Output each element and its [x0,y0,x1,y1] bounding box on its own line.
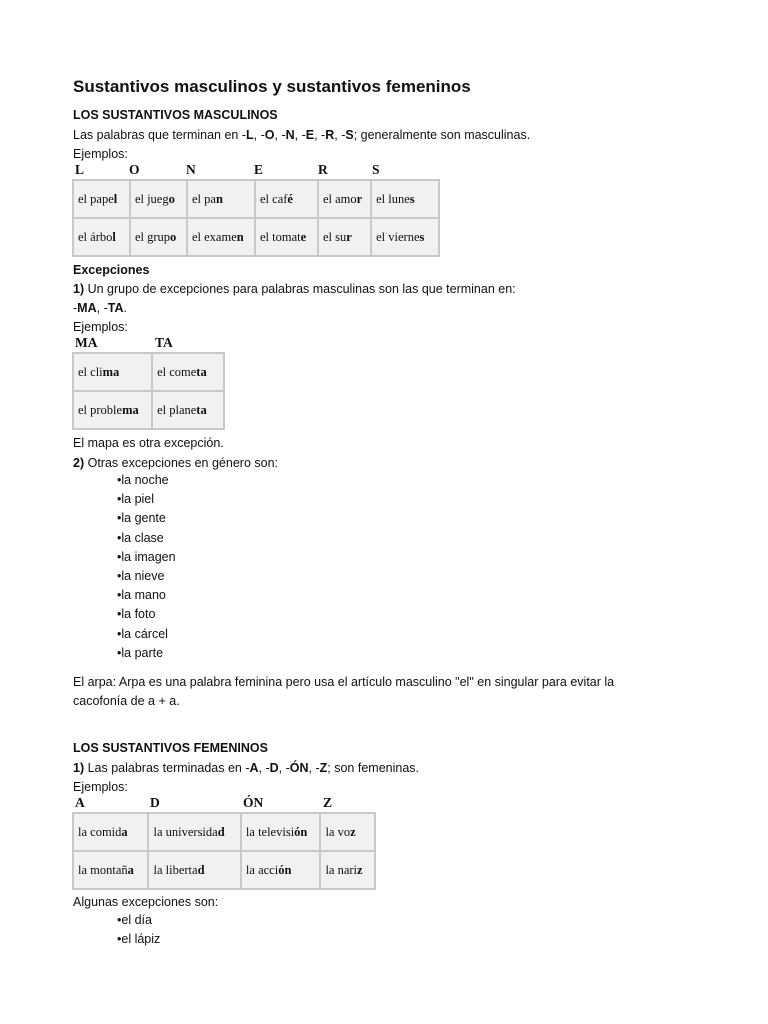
masc-examples-table [72,179,440,257]
fem-intro: 1) Las palabras terminadas en -A, -D, -ÓN, -Z; son femeninas. [73,761,419,775]
exception-1-text: 1) Un grupo de excepciones para palabras masculinas son las que terminan en: [73,282,516,296]
masc-col-header-l: L [75,162,85,177]
table-cell: el lunes [371,180,439,218]
page-title: Sustantivos masculinos y sustantivos femeninos [73,77,471,96]
table-cell: el sur [318,218,371,256]
arpa-note-line-2: cacofonía de a + a. [73,694,180,708]
list-item: •la parte [117,645,164,660]
table-cell: el pan [187,180,255,218]
table-cell: la universidad [148,813,240,851]
masc-col-header-n: N [186,162,196,177]
masc-col-header-r: R [318,162,328,177]
list-item: •la cárcel [117,626,168,641]
exception-1-endings: -MA, -TA. [73,301,127,315]
list-item: •la noche [117,473,169,487]
table-cell: el tomate [255,218,318,256]
table-cell: el clima [73,353,152,391]
masc-col-header-e: E [254,162,264,177]
table-cell: el planeta [152,391,224,429]
table-cell: el problema [73,391,152,429]
feminine-exceptions-list [117,473,176,665]
masc-col-header-s: S [372,162,380,177]
table-cell: el examen [187,218,255,256]
masc-col-header-o: O [129,162,140,177]
table-cell: el cometa [152,353,224,391]
table-cell: la acción [241,851,321,889]
masc-ejemplos-label: Ejemplos: [73,147,128,161]
fem-ejemplos-label: Ejemplos: [73,780,128,794]
mapa-note: El mapa es otra excepción. [73,436,224,450]
col-header-ta: TA [155,335,173,350]
table-cell: el café [255,180,318,218]
list-item: •la mano [117,588,166,603]
masc-intro: Las palabras que terminan en -L, -O, -N, -E, -R, -S; generalmente son masculinas. [73,128,531,142]
fem-heading: LOS SUSTANTIVOS FEMENINOS [73,741,268,755]
list-item: •la piel [117,492,155,507]
list-item: •el día [117,913,152,927]
table-cell: el árbol [73,218,130,256]
table-cell: la voz [320,813,375,851]
list-item: •la gente [117,511,166,526]
table-cell: la nariz [320,851,375,889]
fem-col-header-d: D [150,795,160,810]
algunas-excepciones-label: Algunas excepciones son: [73,895,219,909]
list-item: •el lápiz [117,932,161,947]
col-header-ma: MA [75,335,98,350]
arpa-note-line-1: El arpa: Arpa es una palabra feminina pero usa el artículo masculino "el" en singular para evitar la [73,675,615,689]
table-cell: el grupo [130,218,187,256]
list-item: •la clase [117,530,164,545]
excepciones-heading: Excepciones [73,263,150,277]
table-cell: la televisión [241,813,321,851]
list-item: •la foto [117,607,156,622]
masculine-exceptions-list [117,913,160,951]
table-cell: el amor [318,180,371,218]
table-cell: la libertad [148,851,240,889]
fem-col-header-a: A [75,795,85,810]
ma-ta-examples-table [72,352,225,430]
masc-heading: LOS SUSTANTIVOS MASCULINOS [73,108,278,122]
table-cell: el viernes [371,218,439,256]
list-item: •la nieve [117,568,165,583]
fem-col-header-on: ÓN [243,795,264,810]
table-cell: el papel [73,180,130,218]
list-item: •la imagen [117,549,176,564]
fem-col-header-z: Z [323,795,333,810]
fem-examples-table [72,812,376,890]
exception-2-text: 2) Otras excepciones en género son: [73,456,278,470]
table-cell: el juego [130,180,187,218]
table-cell: la montaña [73,851,148,889]
table-cell: la comida [73,813,148,851]
ejemplos-2-label: Ejemplos: [73,320,128,334]
